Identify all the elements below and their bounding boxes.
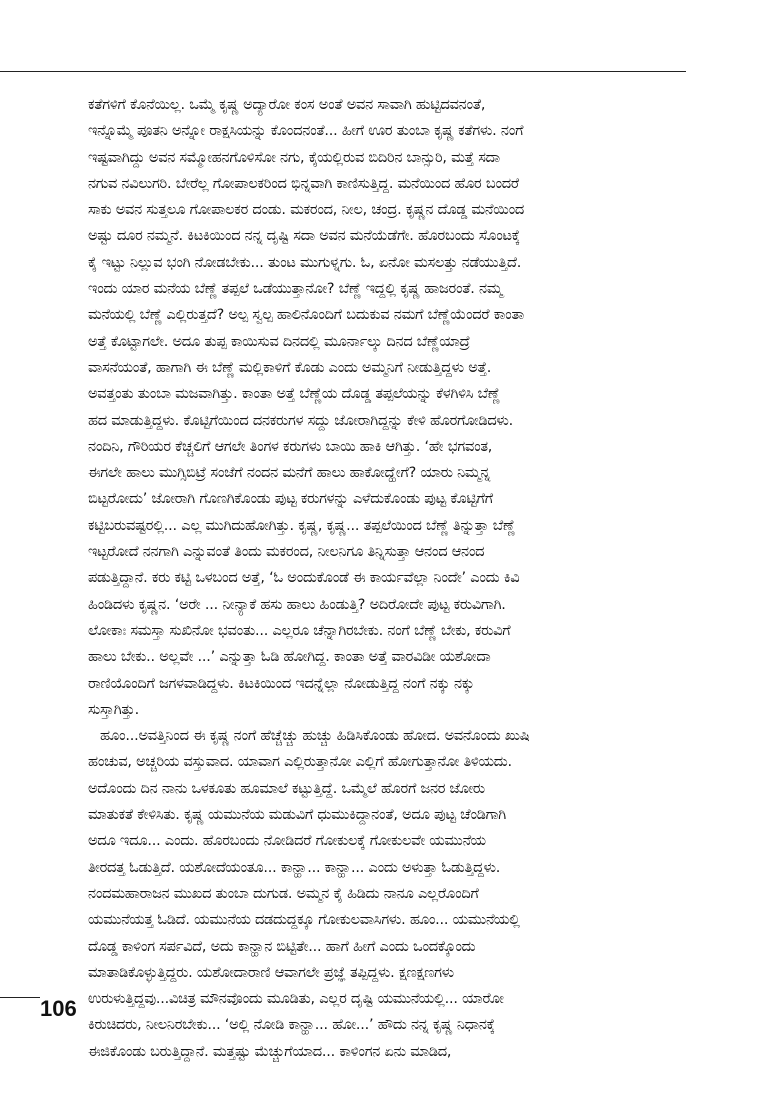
text-line: ತೀರದತ್ತ ಓಡುತ್ತಿದೆ. ಯಶೋದೆಯಂತೂ... ಕಾನ್ಹಾ... ಕಾನ್ಹಾ... ಎಂದು ಅಳುತ್ತಾ ಓಡುತ್ತಿದ್ದಳು. (88, 859, 501, 876)
text-line: ಯಮುನೆಯತ್ತ ಓಡಿದೆ. ಯಮುನೆಯ ದಡದುದ್ದಕ್ಕೂ ಗೋಕುಲವಾಸಿಗಳು. ಹೂಂ... ಯಮುನೆಯಲ್ಲಿ (88, 912, 520, 929)
text-line: ಉರುಳುತ್ತಿದ್ದವು...ವಿಚಿತ್ರ ಮೌನವೊಂದು ಮೂಡಿತು, ಎಲ್ಲರ ದೃಷ್ಟಿ ಯಮುನೆಯಲ್ಲಿ... ಯಾರೋ (88, 991, 504, 1008)
text-line: ಹಂಚುವ, ಅಚ್ಚರಿಯ ವಸ್ತುವಾದ. ಯಾವಾಗ ಎಲ್ಲಿರುತ್ತಾನೋ ಎಲ್ಲಿಗೆ ಹೋಗುತ್ತಾನೋ ತಿಳಿಯದು. (88, 754, 512, 771)
text-line: ನಂದಮಹಾರಾಜನ ಮುಖದ ತುಂಬಾ ದುಗುಡ. ಅಮ್ಮನ ಕೈ ಹಿಡಿದು ನಾನೂ ಎಲ್ಲರೊಂದಿಗೆ (88, 885, 479, 902)
text-line: ಪಡುತ್ತಿದ್ದಾನೆ. ಕರು ಕಟ್ಟಿ ಒಳಬಂದ ಅತ್ತೆ, ‘ಓ ಅಂದುಕೊಂಡೆ ಈ ಕಾರ್ಯವೆಲ್ಲಾ ನಿಂದೇ’ ಎಂದು ಕಿವಿ (88, 570, 520, 587)
paragraph-start-line: ಹೂಂ...ಅವತ್ತಿನಿಂದ ಈ ಕೃಷ್ಣ ನಂಗೆ ಹೆಚ್ಚೆಚ್ಚು ಹುಚ್ಚು ಹಿಡಿಸಿಕೊಂಡು ಹೋದ. ಅವನೊಂದು ಖುಷಿ (100, 728, 530, 745)
text-line: ಹದ ಮಾಡುತ್ತಿದ್ದಳು. ಕೊಟ್ಟಿಗೆಯಿಂದ ದನಕರುಗಳ ಸದ್ದು ಜೋರಾಗಿದ್ದನ್ನು ಕೇಳಿ ಹೊರಗೋಡಿದಳು. (88, 412, 514, 429)
text-line: ಅವತ್ತಂತು ತುಂಬಾ ಮಜವಾಗಿತ್ತು. ಕಾಂತಾ ಅತ್ತೆ ಬೆಣ್ಣೆಯ ದೊಡ್ಡ ತಪ್ಪಲೆಯನ್ನು ಕೆಳಗಿಳಿಸಿ ಬೆಣ್ಣೆ (88, 386, 501, 403)
text-line: ರಾಣಿಯೊಂದಿಗೆ ಜಗಳವಾಡಿದ್ದಳು. ಕಿಟಕಿಯಿಂದ ಇದನ್ನೆಲ್ಲಾ ನೋಡುತ್ತಿದ್ದ ನಂಗೆ ನಕ್ಕು ನಕ್ಕು (88, 675, 475, 692)
text-line: ಈಜಿಕೊಂಡು ಬರುತ್ತಿದ್ದಾನೆ. ಮತ್ತಷ್ಟು ಮೆಚ್ಚುಗೆಯಾದ... ಕಾಳಿಂಗನ ಏನು ಮಾಡಿದ, (88, 1043, 452, 1060)
text-line: ಕಟ್ಟಿಬರುವಷ್ಟರಲ್ಲಿ... ಎಲ್ಲ ಮುಗಿದುಹೋಗಿತ್ತು. ಕೃಷ್ಣ, ಕೃಷ್ಣ... ತಪ್ಪಲೆಯಿಂದ ಬೆಣ್ಣೆ ತಿನ್ನುತ್ತಾ ಬೆಣ್ಣೆ (88, 517, 516, 534)
body-text (88, 92, 688, 1065)
text-line: ಇನ್ನೊಮ್ಮೆ ಪೂತನಿ ಅನ್ನೋ ರಾಕ್ಷಸಿಯನ್ನು ಕೊಂದನಂತೆ... ಹೀಗೆ ಊರ ತುಂಬಾ ಕೃಷ್ಣ ಕತೆಗಳು. ನಂಗೆ (88, 123, 524, 140)
header-rule (0, 71, 686, 72)
text-line: ಈಗಲೇ ಹಾಲು ಮುಗ್ಸಿಬಿಟ್ರೆ ಸಂಜೆಗೆ ನಂದನ ಮನೆಗೆ ಹಾಲು ಹಾಕೋದ್ಹೇಗೆ? ಯಾರು ನಿಮ್ಮನ್ನ (88, 465, 491, 482)
text-line: ನಗುವ ನವಿಲುಗರಿ. ಬೇರೆಲ್ಲ ಗೋಪಾಲಕರಿಂದ ಭಿನ್ನವಾಗಿ ಕಾಣಿಸುತ್ತಿದ್ದ. ಮನೆಯಿಂದ ಹೊರ ಬಂದರೆ (88, 175, 519, 192)
text-line: ವಾಸನೆಯಂತೆ, ಹಾಗಾಗಿ ಈ ಬೆಣ್ಣೆ ಮಲ್ಲಿಕಾಳಿಗೆ ಕೊಡು ಎಂದು ಅಮ್ಮನಿಗೆ ನೀಡುತ್ತಿದ್ದಳು ಅತ್ತೆ. (88, 359, 492, 376)
text-line: ಇಟ್ಟರೋದೆ ನನಗಾಗಿ ಎನ್ನುವಂತೆ ತಿಂದು ಮಕರಂದ, ನೀಲನಿಗೂ ತಿನ್ನಿಸುತ್ತಾ ಆನಂದ ಆನಂದ (88, 544, 485, 561)
text-line: ಸಾಕು ಅವನ ಸುತ್ತಲೂ ಗೋಪಾಲಕರ ದಂಡು. ಮಕರಂದ, ನೀಲ, ಚಂದ್ರ. ಕೃಷ್ಣನ ದೊಡ್ಡ ಮನೆಯಿಂದ (88, 202, 524, 219)
text-line: ನಂದಿನಿ, ಗೌರಿಯರ ಕೆಚ್ಚಲಿಗೆ ಆಗಲೇ ತಿಂಗಳ ಕರುಗಳು ಬಾಯಿ ಹಾಕಿ ಆಗಿತ್ತು. ‘ಹೇ ಭಗವಂತ, (88, 438, 493, 455)
text-line: ಕತೆಗಳಿಗೆ ಕೊನೆಯಿಲ್ಲ. ಒಮ್ಮೆ ಕೃಷ್ಣ ಅದ್ಯಾರೋ ಕಂಸ ಅಂತೆ ಅವನ ಸಾವಾಗಿ ಹುಟ್ಟಿದವನಂತೆ, (88, 97, 486, 113)
text-line: ಕಿರುಚಿದರು, ನೀಲನಿರಬೇಕು... ‘ಅಲ್ಲಿ ನೋಡಿ ಕಾನ್ಹಾ... ಹೋ...’ ಹೌದು ನನ್ನ ಕೃಷ್ಣ ನಿಧಾನಕ್ಕೆ (88, 1017, 495, 1034)
text-line: ಅದೊಂದು ದಿನ ನಾನು ಒಳಕೂತು ಹೂಮಾಲೆ ಕಟ್ಟುತ್ತಿದ್ದೆ. ಒಮ್ಮೆಲೆ ಹೊರಗೆ ಜನರ ಜೋರು (88, 780, 485, 797)
text-line: ಅತ್ತೆ ಕೊಟ್ಟಾಗಲೇ. ಅದೂ ತುಪ್ಪ ಕಾಯಿಸುವ ದಿನದಲ್ಲಿ ಮೂರ್ನಾಲ್ಕು ದಿನದ ಬೆಣ್ಣೆಯಾದ್ರೆ (88, 333, 470, 350)
text-line: ಇಷ್ಟವಾಗಿದ್ದು ಅವನ ಸಮ್ಮೋಹನಗೊಳಿಸೋ ನಗು, ಕೈಯಲ್ಲಿರುವ ಬಿದಿರಿನ ಬಾನ್ಸುರಿ, ಮತ್ತೆ ಸದಾ (88, 149, 500, 166)
text-line: ಮಾತುಕತೆ ಕೇಳಿಸಿತು. ಕೃಷ್ಣ ಯಮುನೆಯ ಮಡುವಿಗೆ ಧುಮುಕಿದ್ದಾನಂತೆ, ಅದೂ ಪುಟ್ಟ ಚೆಂಡಿಗಾಗಿ (88, 807, 506, 824)
footer-rule (0, 997, 40, 998)
text-line: ಲೋಕಾಃ ಸಮಸ್ತಾ ಸುಖಿನೋ ಭವಂತು... ಎಲ್ಲರೂ ಚೆನ್ನಾಗಿರಬೇಕು. ನಂಗೆ ಬೆಣ್ಣೆ ಬೇಕು, ಕರುವಿಗೆ (88, 622, 511, 639)
text-line: ದೊಡ್ಡ ಕಾಳಿಂಗ ಸರ್ಪವಿದೆ, ಅದು ಕಾನ್ಹಾನ ಬಿಟ್ಟಿತೇ... ಹಾಗೆ ಹೀಗೆ ಎಂದು ಒಂದಕ್ಕೊಂದು (88, 938, 476, 955)
text-line: ಇಂದು ಯಾರ ಮನೆಯ ಬೆಣ್ಣೆ ತಪ್ಪಲೆ ಒಡೆಯುತ್ತಾನೋ? ಬೆಣ್ಣೆ ಇದ್ದಲ್ಲಿ ಕೃಷ್ಣ ಹಾಜರಂತೆ. ನಮ್ಮ (88, 281, 503, 298)
page-number: 106 (40, 996, 77, 1021)
text-line: ಹಾಲು ಬೇಕು.. ಅಲ್ಲವೇ ...’ ಎನ್ನುತ್ತಾ ಓಡಿ ಹೋಗಿದ್ದ. ಕಾಂತಾ ಅತ್ತೆ ವಾರವಿಡೀ ಯಶೋದಾ (88, 649, 491, 666)
text-line: ಸುಸ್ತಾಗಿತ್ತು. (88, 701, 140, 718)
text-line: ಹಿಂಡಿದಳು ಕೃಷ್ಣನ. ‘ಅರೇ ... ನೀನ್ಯಾಕೆ ಹಸು ಹಾಲು ಹಿಂಡುತ್ತಿ? ಅದಿರೋದೇ ಪುಟ್ಟ ಕರುವಿಗಾಗಿ. (88, 596, 506, 613)
text-line: ಮನೆಯಲ್ಲಿ ಬೆಣ್ಣೆ ಎಲ್ಲಿರುತ್ತದೆ? ಅಲ್ಪ ಸ್ವಲ್ಪ ಹಾಲಿನೊಂದಿಗೆ ಬದುಕುವ ನಮಗೆ ಬೆಣ್ಣೆಯೆಂದರೆ ಕಾಂತಾ (88, 307, 524, 324)
text-line: ಕೈ ಇಟ್ಟು ನಿಲ್ಲುವ ಭಂಗಿ ನೋಡಬೇಕು... ತುಂಟ ಮುಗುಳ್ನಗು. ಓ, ಏನೋ ಮಸಲತ್ತು ನಡೆಯುತ್ತಿದೆ. (88, 254, 522, 271)
text-line: ಬಿಟ್ಟರೋದು’ ಜೋರಾಗಿ ಗೊಣಗಿಕೊಂಡು ಪುಟ್ಟ ಕರುಗಳನ್ನು ಎಳೆದುಕೊಂಡು ಪುಟ್ಟ ಕೊಟ್ಟಿಗೆಗೆ (88, 491, 493, 508)
text-line: ಅಷ್ಟು ದೂರ ನಮ್ಮನೆ. ಕಿಟಕಿಯಿಂದ ನನ್ನ ದೃಷ್ಟಿ ಸದಾ ಅವನ ಮನೆಯೆಡೆಗೇ. ಹೊರಬಂದು ಸೊಂಟಕ್ಕೆ (88, 228, 520, 245)
text-line: ಮಾತಾಡಿಕೊಳ್ಳುತ್ತಿದ್ದರು. ಯಶೋದಾರಾಣಿ ಆವಾಗಲೇ ಪ್ರಜ್ಞೆ ತಪ್ಪಿದ್ದಳು. ಕ್ಷಣಕ್ಷಣಗಳು (88, 964, 454, 981)
text-line: ಅದೂ ಇದೂ... ಎಂದು. ಹೊರಬಂದು ನೋಡಿದರೆ ಗೋಕುಲಕ್ಕೆ ಗೋಕುಲವೇ ಯಮುನೆಯ (88, 833, 486, 850)
